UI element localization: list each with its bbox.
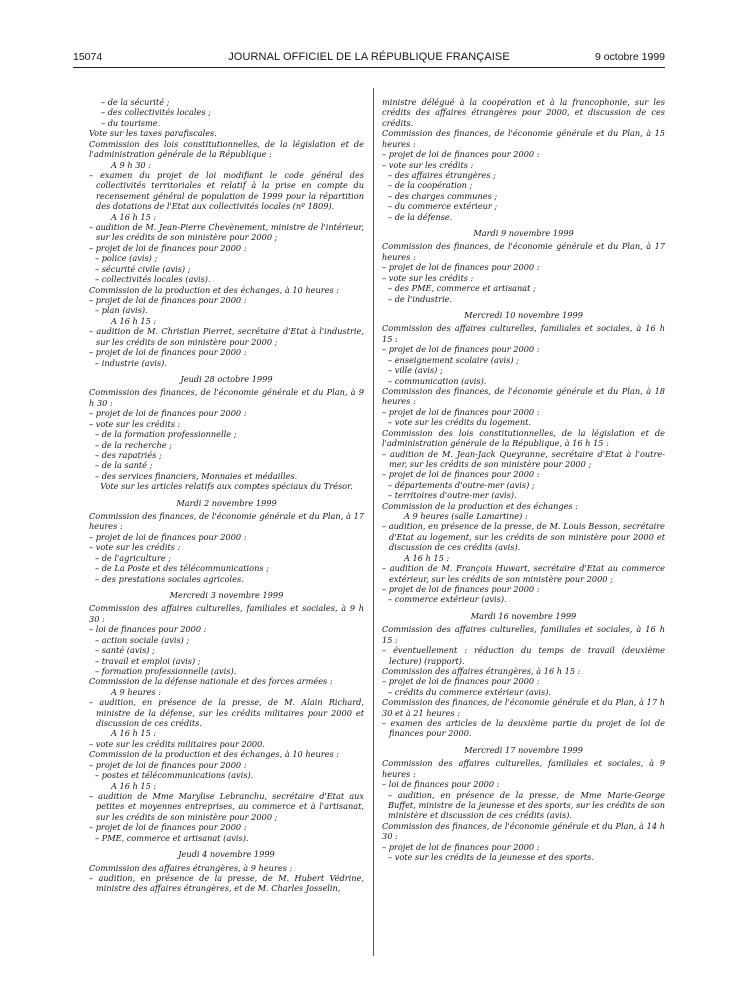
- agenda-item: – vote sur les crédits militaires pour 2000.: [89, 738, 265, 749]
- list-item: – police (avis) ;: [95, 253, 158, 264]
- agenda-item: – vote sur les crédits :: [89, 418, 181, 429]
- agenda-item: – vote sur les crédits :: [382, 272, 474, 283]
- committee-heading: Commission des finances, de l'économie générale et du Plan, à 14 h 30 :: [382, 820, 665, 842]
- page-header: [73, 51, 665, 65]
- agenda-item: – audition, en présence de la presse, de M. Alain Richard, ministre de la défense, sur les crédits militaires pour 2000 et discussion de ces crédits.: [89, 697, 364, 729]
- agenda-item: – projet de loi de finances pour 2000 :: [382, 406, 540, 417]
- committee-heading: Commission des finances, de l'économie générale et du Plan, à 17 heures :: [382, 241, 665, 262]
- list-item: – des collectivités locales ;: [101, 107, 211, 118]
- agenda-item: – audition de M. Jean-Jack Queyranne, secrétaire d'Etat à l'outre-mer, sur les crédits de son ministère pour 2000 ;: [382, 448, 665, 469]
- list-item: – des prestations sociales agricoles.: [95, 573, 244, 584]
- issue-date: 9 octobre 1999: [594, 51, 665, 63]
- agenda-item: – projet de loi de finances pour 2000 :: [382, 344, 540, 355]
- committee-heading: Commission des lois constitutionnelles, de la législation et de l'administration générale de la République, à 16 h 15 :: [382, 427, 665, 449]
- list-item: – PME, commerce et artisanat (avis).: [95, 832, 249, 843]
- list-item: – des charges communes ;: [388, 190, 498, 201]
- time-label: A 16 h 15 :: [111, 315, 157, 326]
- list-item: – commerce extérieur (avis).: [388, 594, 507, 605]
- agenda-item: – audition de Mme Marylise Lebranchu, secrétaire d'Etat aux petites et moyennes entreprises, au commerce et à l'artisanat, sur les crédits de son ministère pour 2000 ;: [89, 791, 364, 822]
- committee-heading: Commission des finances, de l'économie générale et du Plan, à 15 heures :: [382, 128, 665, 149]
- agenda-item: – projet de loi de finances pour 2000 :: [382, 583, 540, 594]
- list-item: – des PME, commerce et artisanat ;: [388, 283, 536, 294]
- time-label: A 9 heures :: [111, 686, 162, 697]
- date-heading: Mercredi 10 novembre 1999: [464, 310, 583, 321]
- committee-heading: Commission des finances, de l'économie générale et du Plan, à 9 h 30 :: [89, 387, 364, 408]
- agenda-item: – audition de M. François Huwart, secrétaire d'Etat au commerce extérieur, sur les crédits de son ministère pour 2000 ;: [382, 563, 665, 584]
- committee-heading: Commission des affaires culturelles, familiales et sociales, à 16 h 15 :: [382, 323, 665, 344]
- paragraph: Vote sur les articles relatifs aux comptes spéciaux du Trésor.: [100, 481, 353, 492]
- list-item: – de la coopération ;: [388, 180, 473, 191]
- agenda-item: – projet de loi de finances pour 2000 :: [89, 347, 247, 358]
- date-heading: Mercredi 17 novembre 1999: [464, 744, 583, 755]
- committee-heading: Commission des lois constitutionnelles, de la législation et de l'administration générale de la République :: [89, 138, 364, 160]
- list-item: – travail et emploi (avis) ;: [95, 655, 201, 666]
- list-item: – postes et télécommunications (avis).: [95, 770, 254, 781]
- agenda-item: – loi de finances pour 2000 :: [89, 624, 207, 635]
- committee-heading: Commission des finances, de l'économie générale et du Plan, à 18 heures :: [382, 385, 665, 407]
- committee-heading: Commission de la défense nationale et des forces armées :: [89, 676, 333, 687]
- committee-heading: Commission des affaires étrangères, à 16 h 15 :: [382, 665, 581, 676]
- list-item: – de la défense.: [388, 211, 453, 222]
- agenda-item: – vote sur les crédits :: [89, 542, 181, 553]
- list-item: – plan (avis).: [95, 305, 148, 316]
- committee-heading: Commission de la production et des échanges, à 10 heures :: [89, 284, 340, 295]
- left-column: [89, 97, 364, 894]
- column-divider: [373, 88, 374, 956]
- agenda-item: – audition de M. Jean-Pierre Chevènement, ministre de l'intérieur, sur les crédits de son ministère pour 2000 ;: [89, 222, 364, 243]
- time-label: A 16 h 15 :: [111, 728, 157, 739]
- agenda-item: – vote sur les crédits :: [382, 159, 474, 170]
- committee-heading: Commission des affaires étrangères, à 9 heures :: [89, 862, 293, 873]
- list-item: – crédits du commerce extérieur (avis).: [388, 686, 552, 697]
- right-column: [382, 97, 665, 863]
- date-heading: Mardi 2 novembre 1999: [176, 497, 277, 508]
- agenda-item: – projet de loi de finances pour 2000 :: [89, 295, 247, 306]
- list-item: – des affaires étrangères ;: [388, 169, 496, 180]
- committee-heading: Commission de la production et des échanges, à 10 heures :: [89, 749, 340, 760]
- agenda-item: – projet de loi de finances pour 2000 :: [382, 841, 540, 852]
- date-heading: Jeudi 28 octobre 1999: [180, 373, 273, 384]
- list-item: – vote sur les crédits de la jeunesse et des sports.: [388, 852, 594, 863]
- agenda-item: – projet de loi de finances pour 2000 :: [89, 759, 247, 770]
- header-rule: [73, 67, 665, 68]
- committee-heading: Commission des affaires culturelles, familiales et sociales, à 9 h 30 :: [89, 603, 364, 624]
- list-item: – sécurité civile (avis) ;: [95, 263, 191, 274]
- agenda-item: – éventuellement : réduction du temps de travail (deuxième lecture) (rapport).: [382, 645, 665, 666]
- list-item: – santé (avis) ;: [95, 645, 155, 656]
- time-label: A 9 h 30 :: [111, 159, 151, 170]
- time-label: A 9 heures (salle Lamartine) :: [404, 511, 528, 522]
- time-label: A 16 h 15 :: [404, 552, 450, 563]
- list-item: – départements d'outre-mer (avis) ;: [388, 479, 535, 490]
- list-item: – industrie (avis).: [95, 357, 167, 368]
- list-item: – du tourisme.: [101, 117, 161, 128]
- agenda-item: – projet de loi de finances pour 2000 :: [382, 469, 540, 480]
- committee-heading: Commission des finances, de l'économie générale et du Plan, à 17 heures :: [89, 511, 364, 532]
- agenda-item: – loi de finances pour 2000 :: [382, 779, 500, 790]
- agenda-item: – projet de loi de finances pour 2000 :: [89, 408, 247, 419]
- list-item: – de la santé ;: [95, 460, 153, 471]
- list-item: – audition, en présence de la presse, de Mme Marie-George Buffet, ministre de la jeunesse et des sports, sur les crédits de son ministère et discussion de ces crédits (avis).: [388, 789, 665, 821]
- agenda-item: – examen du projet de loi modifiant le code général des collectivités territoriales et relatif à la prise en compte du recensement général de population de 1999 pour la répartition des dotations de l'Etat aux collectivités locales (nº 1809).: [89, 169, 364, 212]
- list-item: – action sociale (avis) ;: [95, 634, 190, 645]
- committee-heading: Commission des finances, de l'économie générale et du Plan, à 17 h 30 et à 21 heures :: [382, 697, 665, 718]
- list-item: – de la formation professionnelle ;: [95, 429, 237, 440]
- date-heading: Jeudi 4 novembre 1999: [178, 849, 275, 860]
- agenda-item: – audition, en présence de la presse, de M. Hubert Védrine, ministre des affaires étrangères, et de M. Charles Josselin,: [89, 872, 364, 894]
- date-heading: Mardi 9 novembre 1999: [473, 228, 574, 239]
- paragraph: ministre délégué à la coopération et à la francophonie, sur les crédits des affaires étrangères pour 2000, et discussion de ces crédits.: [382, 97, 665, 128]
- date-heading: Mardi 16 novembre 1999: [470, 610, 577, 621]
- agenda-item: – audition de M. Christian Pierret, secrétaire d'Etat à l'industrie, sur les crédits de son ministère pour 2000 ;: [89, 326, 364, 347]
- list-item: – des rapatriés ;: [95, 449, 162, 460]
- list-item: – du commerce extérieur ;: [388, 201, 498, 212]
- list-item: – de la recherche ;: [95, 439, 172, 450]
- agenda-item: – projet de loi de finances pour 2000 :: [89, 531, 247, 542]
- committee-heading: Commission des affaires culturelles, familiales et sociales, à 16 h 15 :: [382, 624, 665, 645]
- time-label: A 16 h 15 :: [111, 780, 157, 791]
- list-item: – collectivités locales (avis).: [95, 274, 211, 285]
- time-label: A 16 h 15 :: [111, 211, 157, 222]
- agenda-item: – projet de loi de finances pour 2000 :: [89, 822, 247, 833]
- list-item: – formation professionnelle (avis).: [95, 665, 237, 676]
- journal-title: JOURNAL OFFICIEL DE LA RÉPUBLIQUE FRANÇAISE: [228, 51, 510, 63]
- date-heading: Mercredi 3 novembre 1999: [169, 589, 284, 600]
- page-number: 15074: [73, 51, 103, 63]
- agenda-item: – projet de loi de finances pour 2000 :: [382, 676, 540, 687]
- list-item: – communication (avis).: [388, 375, 487, 386]
- agenda-item: – projet de loi de finances pour 2000 :: [89, 242, 247, 253]
- paragraph: Vote sur les taxes parafiscales.: [89, 128, 217, 139]
- list-item: – de La Poste et des télécommunications ;: [95, 563, 269, 574]
- list-item: – vote sur les crédits du logement.: [388, 417, 532, 428]
- list-item: – de l'agriculture ;: [95, 552, 172, 563]
- committee-heading: Commission de la production et des échanges :: [382, 500, 578, 511]
- list-item: – enseignement scolaire (avis) ;: [388, 354, 519, 365]
- list-item: – ville (avis) ;: [388, 365, 443, 376]
- agenda-item: – examen des articles de la deuxième partie du projet de loi de finances pour 2000.: [382, 718, 665, 739]
- agenda-item: – projet de loi de finances pour 2000 :: [382, 149, 540, 160]
- agenda-item: – audition, en présence de la presse, de M. Louis Besson, secrétaire d'Etat au logement, sur les crédits de son ministère pour 2000 et discussion de ces crédits (avis).: [382, 521, 665, 553]
- list-item: – de l'industrie.: [388, 293, 453, 304]
- agenda-item: – projet de loi de finances pour 2000 :: [382, 262, 540, 273]
- list-item: – de la sécurité ;: [101, 97, 170, 107]
- committee-heading: Commission des affaires culturelles, familiales et sociales, à 9 heures :: [382, 758, 665, 779]
- list-item: – des services financiers, Monnaies et médailles.: [95, 470, 298, 481]
- list-item: – territoires d'outre-mer (avis).: [388, 490, 517, 501]
